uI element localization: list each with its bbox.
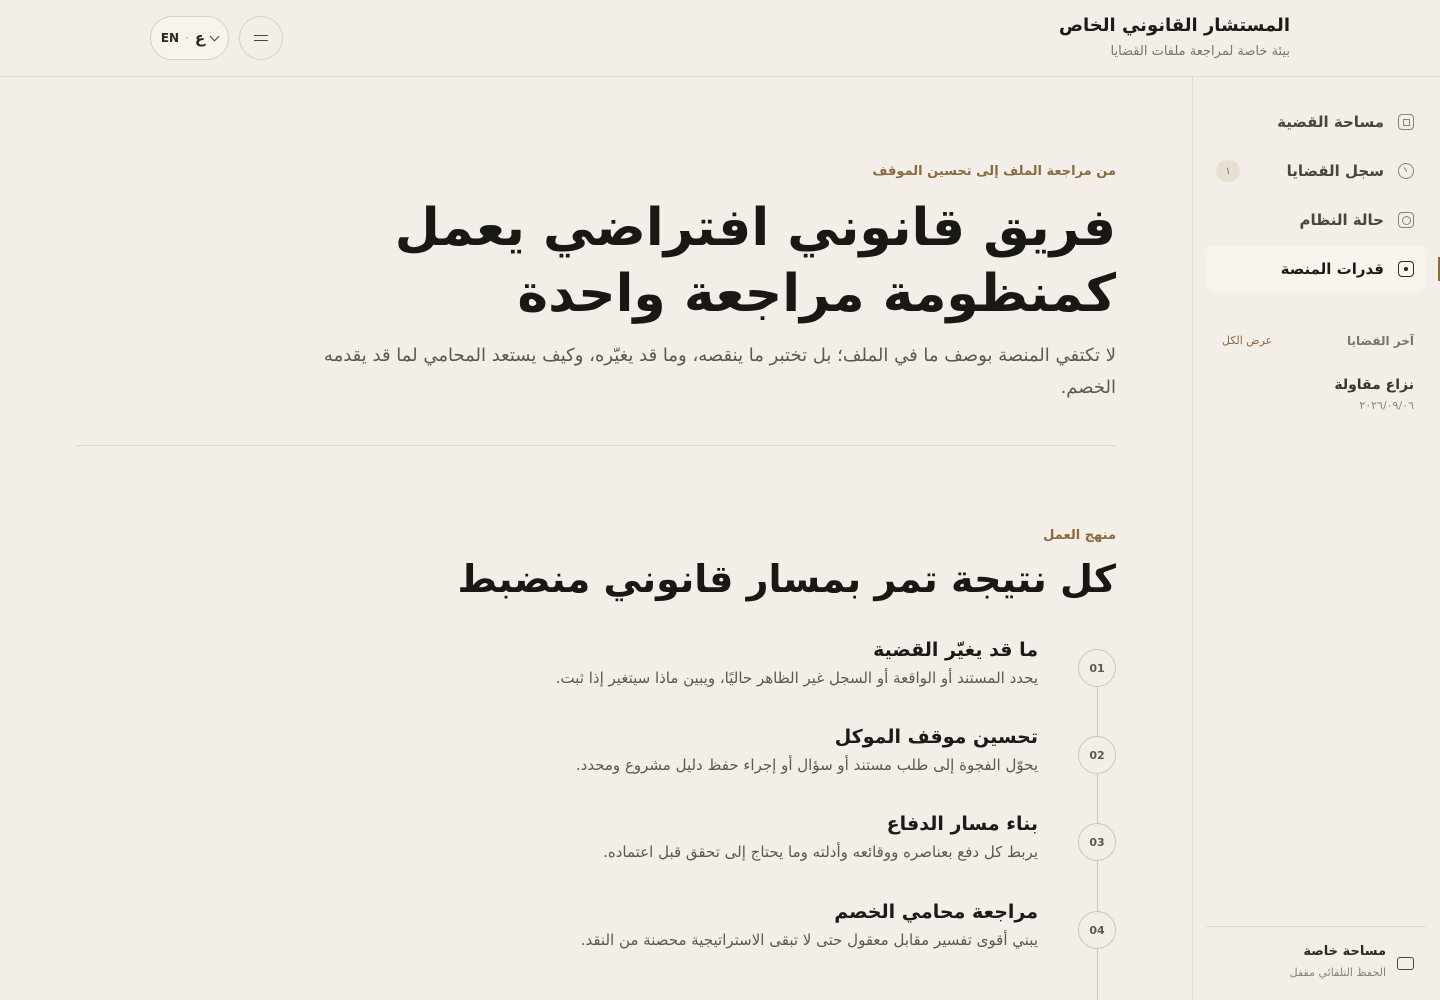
sidebar-item-label: حالة النظام <box>1299 211 1384 229</box>
brand-subtitle: بيئة خاصة لمراجعة ملفات القضايا <box>1110 44 1290 59</box>
step-description: يحوّل الفجوة إلى طلب مستند أو سؤال أو إجراء حفظ دليل مشروع ومحدد. <box>575 756 1038 774</box>
method-title: كل نتيجة تمر بمسار قانوني منضبط <box>457 557 1116 601</box>
private-space-icon <box>1397 957 1414 970</box>
autosave-status: الحفظ التلقائي مقفل <box>1289 966 1386 979</box>
case-date: ٢٠٢٦/٠٩/٠٦ <box>1359 399 1414 412</box>
hero-title: فريق قانوني افتراضي يعمل كمنظومة مراجعة واحدة <box>394 198 1116 324</box>
view-all-link[interactable]: عرض الكل <box>1222 334 1273 347</box>
step-description: يحدد المستند أو الواقعة أو السجل غير الظاهر حاليًا، ويبين ماذا سيتغير إذا ثبت. <box>555 669 1038 687</box>
sidebar <box>1192 77 1440 1000</box>
workspace-icon <box>1398 114 1414 130</box>
sidebar-item-label: مساحة القضية <box>1277 113 1384 131</box>
method-eyebrow: منهج العمل <box>1043 528 1116 543</box>
language-switcher[interactable] <box>150 16 229 60</box>
method-step <box>416 901 1116 971</box>
lang-en-label: EN <box>160 31 180 45</box>
step-number: 01 <box>1078 649 1116 687</box>
step-title: بناء مسار الدفاع <box>886 813 1038 835</box>
main-content <box>0 77 1192 1000</box>
section-divider <box>76 445 1116 446</box>
hero-eyebrow: من مراجعة الملف إلى تحسين الموقف <box>872 164 1116 179</box>
brand[interactable] <box>1059 14 1290 61</box>
sidebar-item-system-status[interactable] <box>1206 197 1426 243</box>
capabilities-icon <box>1398 261 1414 277</box>
method-step <box>416 726 1116 796</box>
step-title: مراجعة محامي الخصم <box>834 901 1038 923</box>
recent-case-item[interactable] <box>1264 377 1414 412</box>
menu-button[interactable] <box>239 16 283 60</box>
recent-cases-title: آخر القضايا <box>1346 334 1414 348</box>
private-space-title: مساحة خاصة <box>1303 944 1386 959</box>
step-number: 03 <box>1078 823 1116 861</box>
sidebar-item-label: قدرات المنصة <box>1280 260 1384 278</box>
step-description: يربط كل دفع بعناصره ووقائعه وأدلته وما يحتاج إلى تحقق قبل اعتماده. <box>603 843 1038 861</box>
chevron-down-icon <box>210 31 220 41</box>
step-title: ما قد يغيّر القضية <box>873 639 1038 661</box>
sidebar-item-case-workspace[interactable] <box>1206 99 1426 145</box>
hamburger-icon <box>254 35 268 41</box>
sidebar-nav <box>1206 99 1426 295</box>
status-icon <box>1398 212 1414 228</box>
method-step <box>416 639 1116 709</box>
sidebar-item-label: سجل القضايا <box>1286 162 1384 180</box>
private-space-footer[interactable] <box>1206 926 1426 1000</box>
hero-description: لا تكتفي المنصة بوصف ما في الملف؛ بل تختبر ما ينقصه، وما قد يغيّره، وكيف يستعد المحامي لما قد يقدمه الخصم. <box>323 345 1116 398</box>
lang-ar-label: ع <box>194 29 206 47</box>
brand-title: المستشار القانوني الخاص <box>1058 15 1290 36</box>
sidebar-item-case-history[interactable] <box>1206 148 1426 194</box>
step-number: 02 <box>1078 736 1116 774</box>
lang-separator: · <box>185 31 189 45</box>
step-description: يبني أقوى تفسير مقابل معقول حتى لا تبقى الاستراتيجية محصنة من النقد. <box>580 931 1038 949</box>
method-step <box>416 813 1116 883</box>
count-badge: ١ <box>1216 160 1240 182</box>
case-name: نزاع مقاولة <box>1334 377 1414 393</box>
recent-cases-header <box>1222 334 1414 352</box>
sidebar-item-platform-capabilities[interactable] <box>1206 246 1426 292</box>
clock-icon <box>1398 163 1414 179</box>
top-header <box>0 0 1440 77</box>
step-title: تحسين موقف الموكل <box>834 726 1038 748</box>
step-number: 04 <box>1078 911 1116 949</box>
